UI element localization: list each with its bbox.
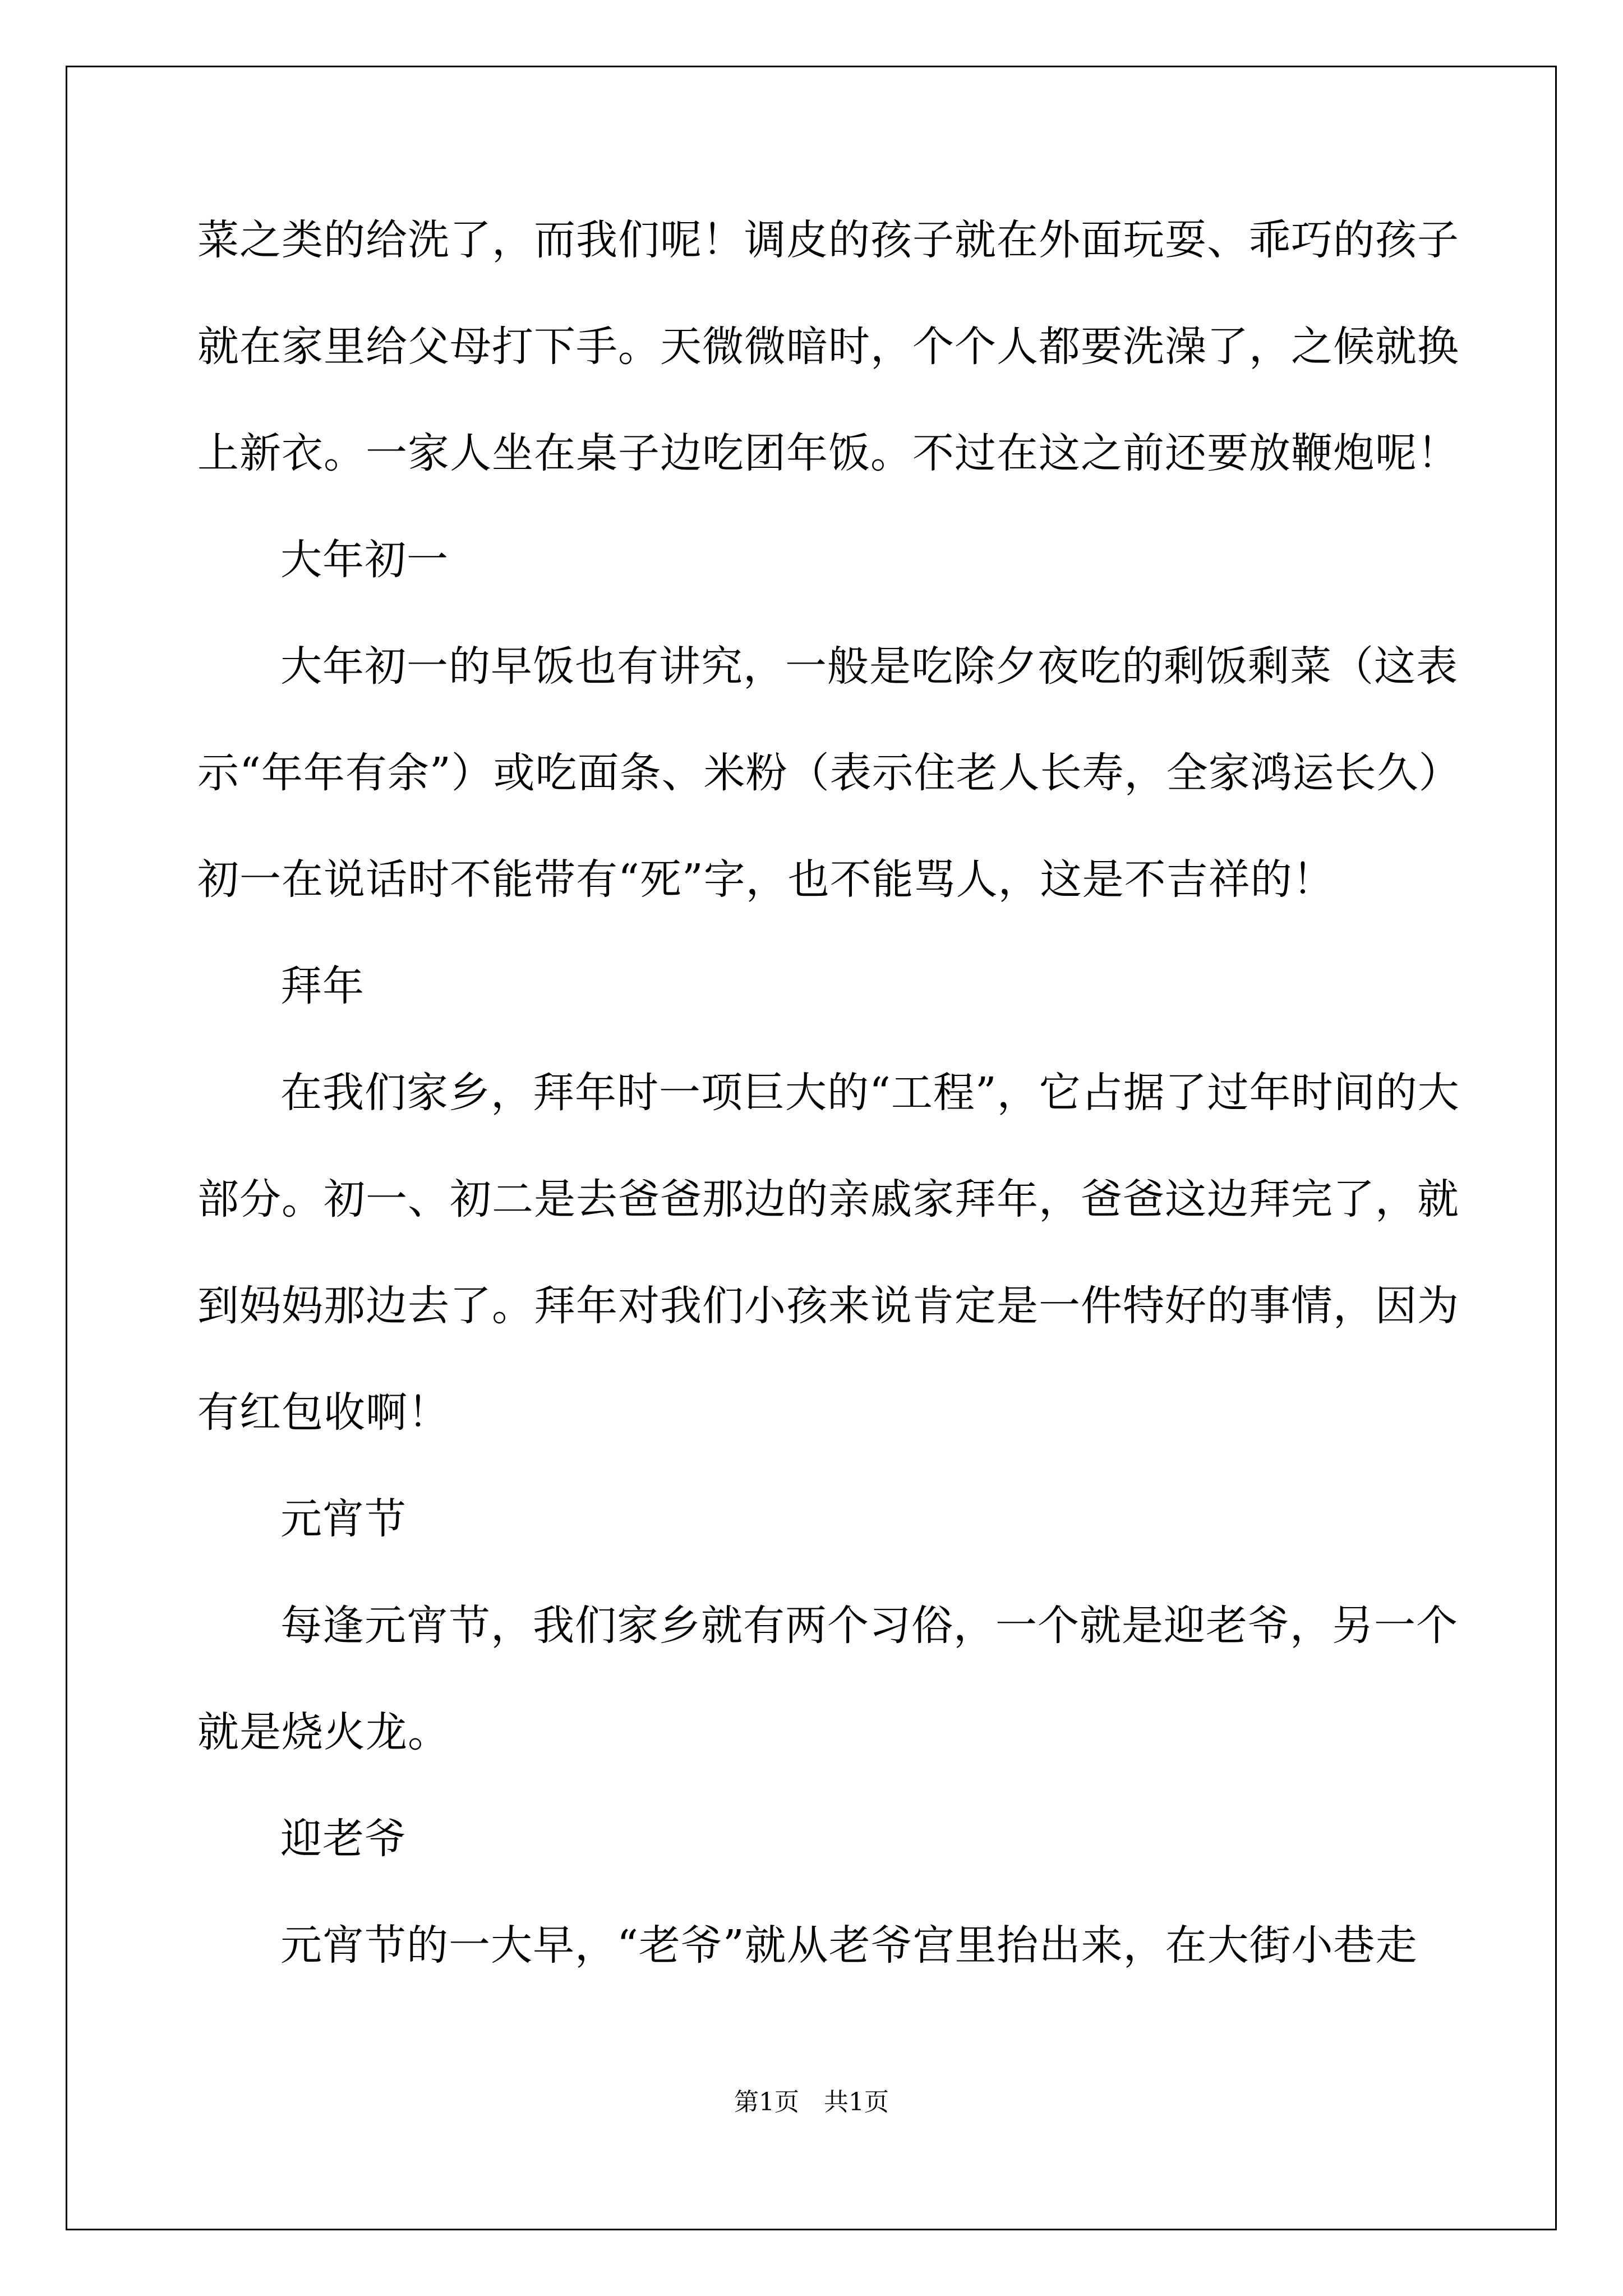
paragraph-line: 上新衣。一家人坐在桌子边吃团年饭。不过在这之前还要放鞭炮呢！ xyxy=(197,429,1459,477)
paragraph-line: 部分。初一、初二是去爸爸那边的亲戚家拜年，爸爸这边拜完了，就 xyxy=(197,1175,1459,1223)
paragraph-line: 就是烧火龙。 xyxy=(197,1708,450,1756)
paragraph-line: 元宵节的一大早，“老爷”就从老爷宫里抬出来，在大街小巷走 xyxy=(280,1921,1418,1970)
paragraph-line: 就在家里给父母打下手。天微微暗时，个个人都要洗澡了，之候就换 xyxy=(197,323,1459,371)
paragraph-line: 每逢元宵节，我们家乡就有两个习俗，一个就是迎老爷，另一个 xyxy=(280,1602,1458,1650)
paragraph-line: 初一在说话时不能带有“死”字，也不能骂人，这是不吉祥的！ xyxy=(197,855,1335,904)
section-heading: 迎老爷 xyxy=(280,1815,407,1863)
section-heading: 拜年 xyxy=(280,962,365,1010)
paragraph-line: 大年初一的早饭也有讲究，一般是吃除夕夜吃的剩饭剩菜（这表 xyxy=(280,642,1458,691)
section-heading: 元宵节 xyxy=(280,1495,407,1543)
section-heading: 大年初一 xyxy=(280,536,449,584)
paragraph-line: 示“年年有余”）或吃面条、米粉（表示住老人长寿，全家鸿运长久） xyxy=(197,749,1461,797)
page-number: 第1页 共1页 xyxy=(734,2088,889,2116)
paragraph-line: 有红包收啊！ xyxy=(197,1388,450,1437)
paragraph-line: 到妈妈那边去了。拜年对我们小孩来说肯定是一件特好的事情，因为 xyxy=(197,1282,1459,1330)
page-border xyxy=(66,66,1557,2230)
paragraph-line: 在我们家乡，拜年时一项巨大的“工程”，它占据了过年时间的大 xyxy=(280,1069,1460,1117)
paragraph-line: 菜之类的给洗了，而我们呢！调皮的孩子就在外面玩耍、乖巧的孩子 xyxy=(197,216,1459,264)
